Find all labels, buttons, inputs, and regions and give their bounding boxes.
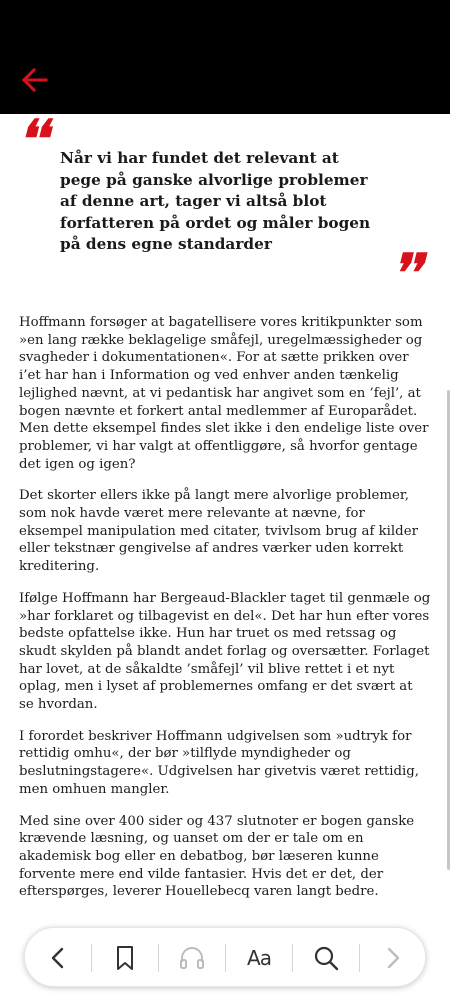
paragraph: Hoffmann forsøger at bagatellisere vores kritikpunkter som »en lang række beklagelige småfejl, uregelmæssigheder og svagheder i dokumentationen«. For at sætte prikken over i’et har han i Information og ved enhver anden tænkelig lejlighed nævnt, at vi pedantisk har angivet som en ’fejl’, at bogen nævnte et forkert antal medlemmer af Europarådet. Men dette eksempel findes slet ikke i den endelige liste over problemer, vi har valgt at offentliggøre, så hvorfor gentage det igen og igen?	[19, 315, 429, 472]
top-app-bar	[0, 0, 450, 114]
article-content[interactable]	[0, 114, 450, 1000]
chevron-right-icon	[382, 946, 404, 970]
paragraph: Det skorter ellers ikke på langt mere alvorlige problemer, som nok havde været mere relevante at nævne, for eksempel manipulation med citater, tvivlsom brug af kilder eller tekstnær gengivelse af andres værker uden korrekt kreditering.	[19, 488, 418, 575]
bookmark-button[interactable]	[103, 936, 147, 980]
text-size-label: Aa	[247, 946, 271, 970]
forward-button[interactable]	[371, 936, 415, 980]
close-quote-icon: ❜❜	[391, 243, 419, 304]
toolbar-divider	[158, 944, 159, 972]
back-arrow-icon	[20, 66, 50, 94]
chevron-left-icon	[47, 946, 69, 970]
headphones-icon	[178, 945, 206, 971]
paragraph: I forordet beskriver Hoffmann udgivelsen som »udtryk for rettidig omhu«, der bør »tilflyde myndigheder og beslutningstagere«. Udgivelsen har givetvis været rettidig, men omhuen mangler.	[19, 728, 419, 797]
bookmark-icon	[114, 945, 136, 971]
article-body	[19, 314, 431, 915]
search-icon	[313, 945, 339, 971]
back-arrow-button[interactable]	[20, 66, 50, 94]
paragraph: Ifølge Hoffmann har Bergeaud-Blackler taget til genmæle og »har forklaret og tilbagevist en del«. Det har hun efter vores bedste opfattelse ikke. Hun har truet os med retssag og skudt skylden på blandt andet forlag og oversætter. Forlaget har lovet, at de såkaldte ’småfejl’ vil blive rettet i et nyt oplag, men i lyset af problemernes omfang er det svært at se hvordan.	[19, 590, 431, 713]
listen-button[interactable]	[170, 936, 214, 980]
toolbar-divider	[359, 944, 360, 972]
text-size-button[interactable]	[237, 936, 281, 980]
toolbar-divider	[292, 944, 293, 972]
open-quote-icon: ❛❛	[17, 114, 45, 170]
pull-quote: Når vi har fundet det relevant at pege på ganske alvorlige problemer af denne art, tager vi altså blot forfatteren på ordet og måler bogen på dens egne standarder	[60, 149, 371, 253]
back-button[interactable]	[36, 936, 80, 980]
toolbar-divider	[91, 944, 92, 972]
reader-toolbar	[24, 927, 426, 987]
toolbar-divider	[225, 944, 226, 972]
search-button[interactable]	[304, 936, 348, 980]
paragraph: Med sine over 400 sider og 437 slutnoter er bogen ganske krævende læsning, og uanset om der er tale om en akademisk bog eller en debatbog, bør læseren kunne forvente mere end vilde fantasier. Hvis det er det, der efterspørges, leverer Houellebecq varen langt bedre.	[19, 813, 415, 900]
